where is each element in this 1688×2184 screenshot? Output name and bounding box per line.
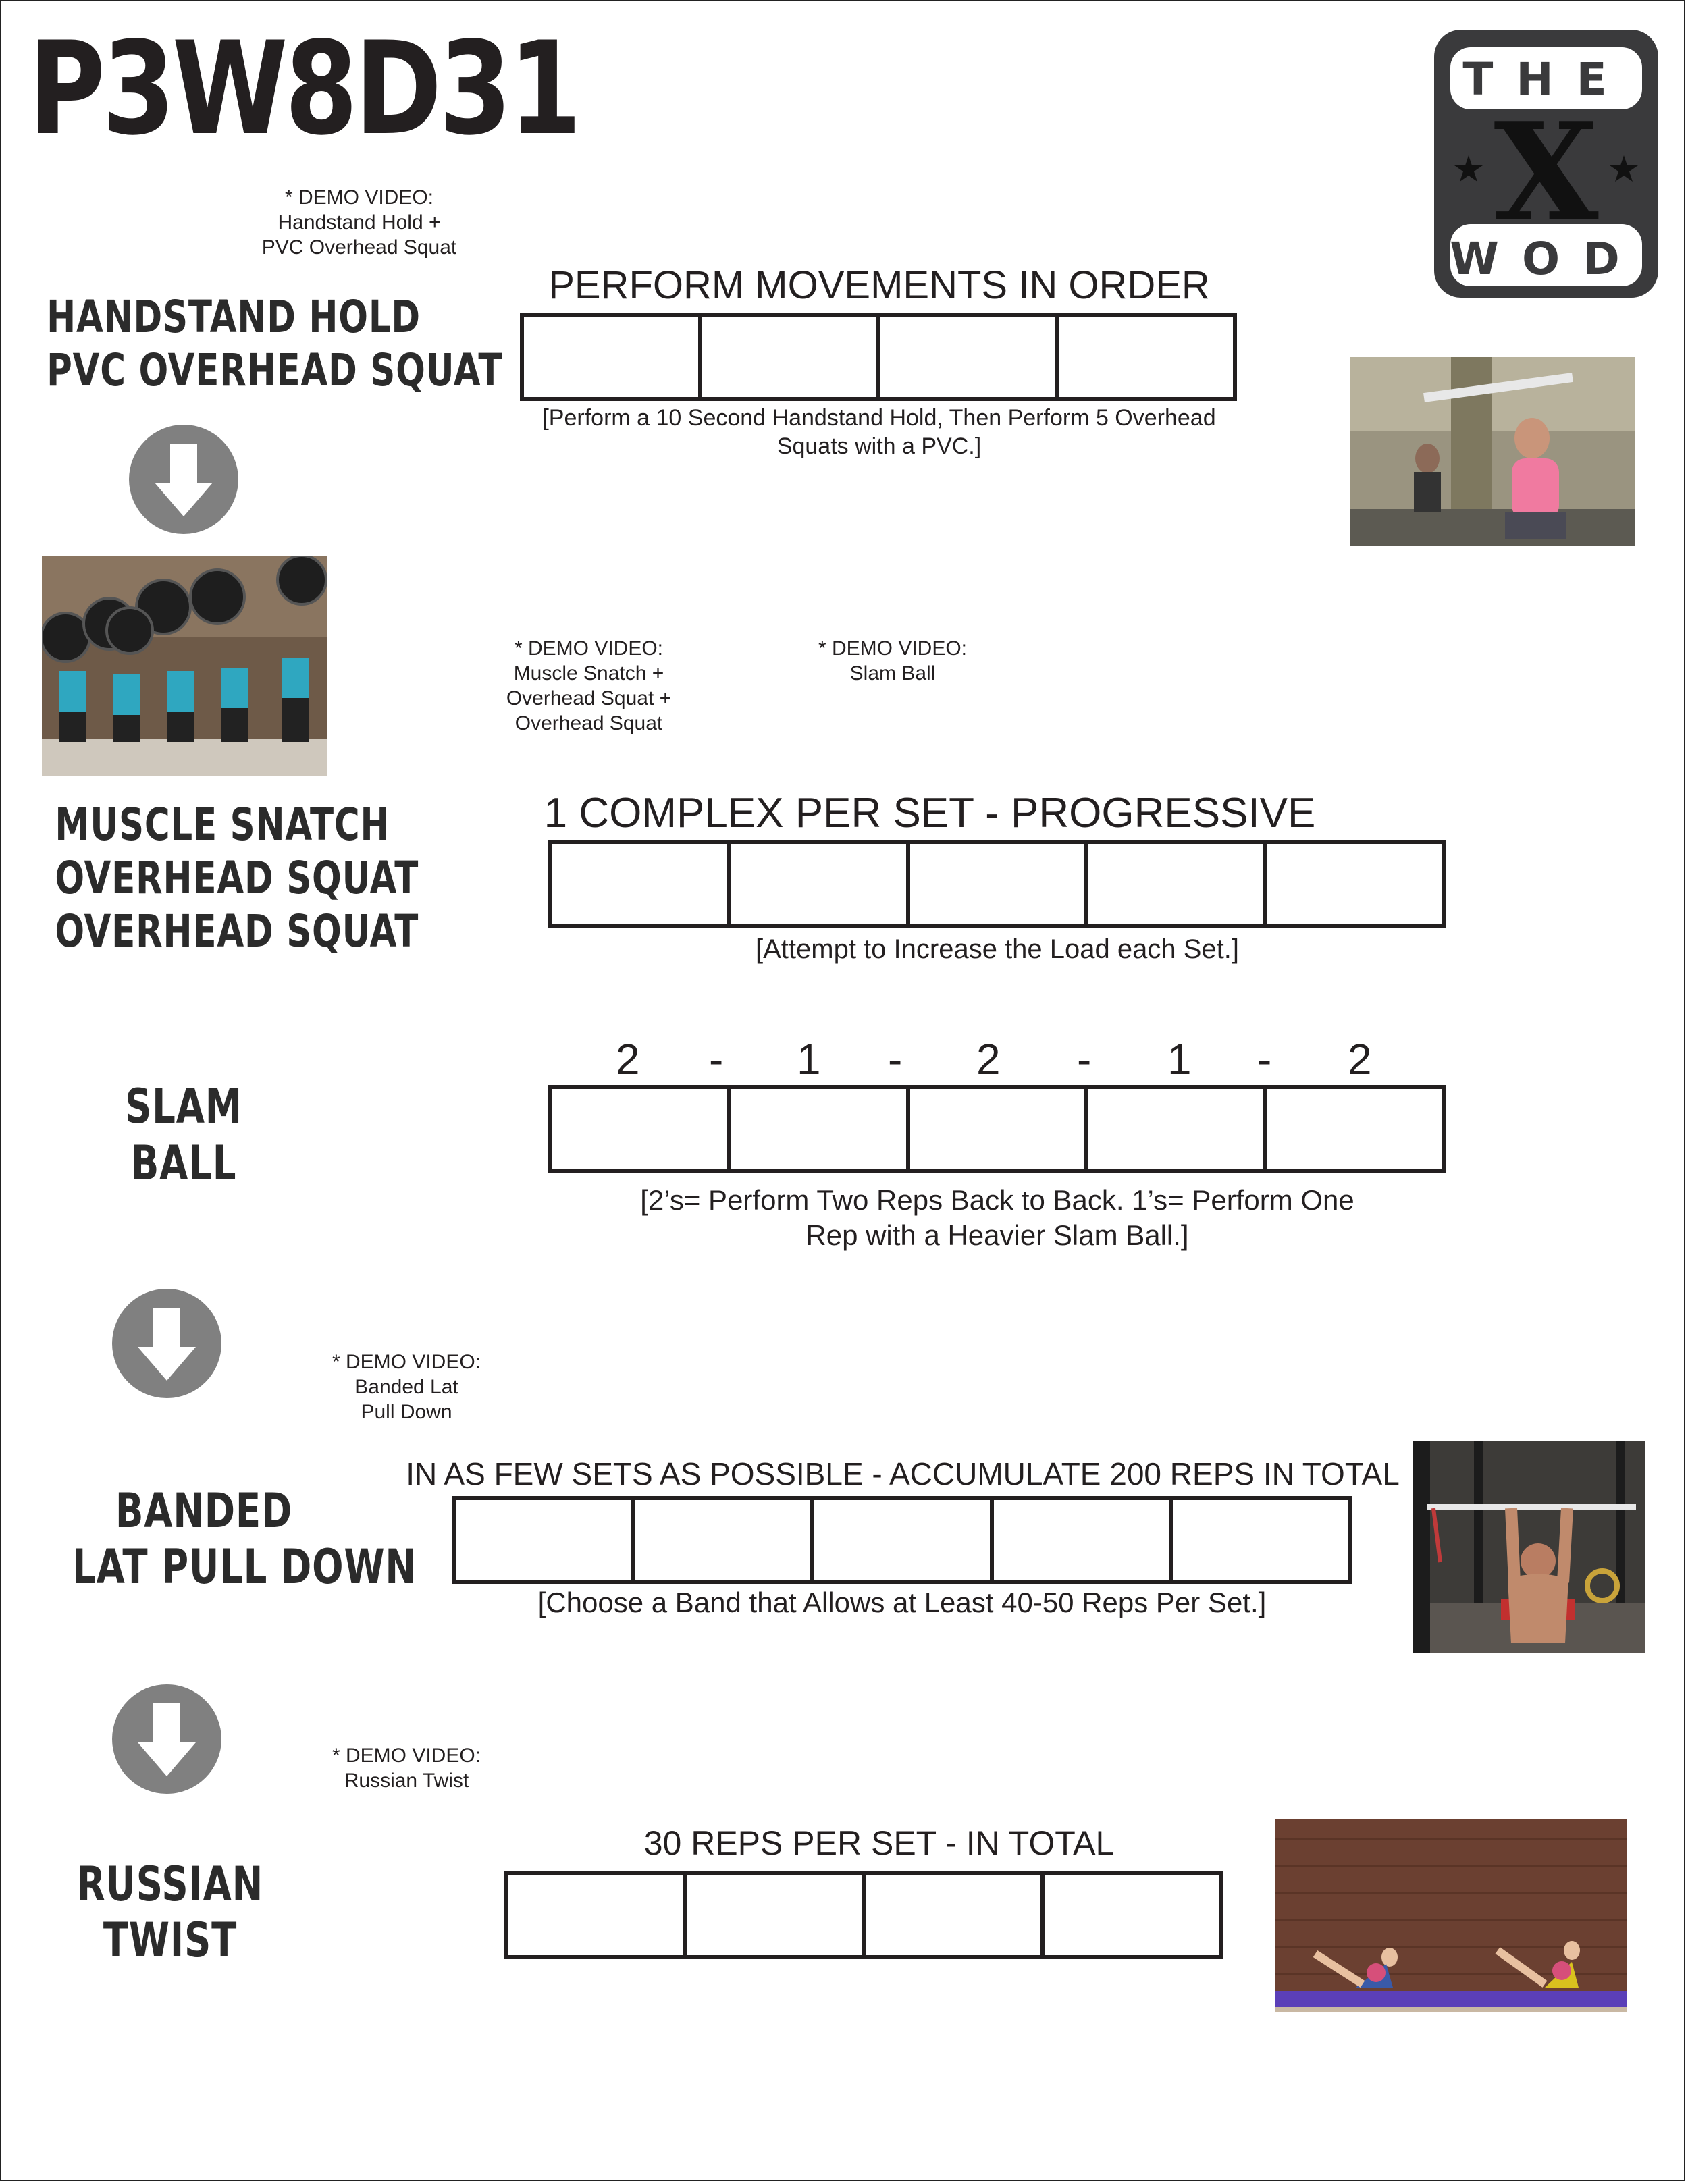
- section-heading: 1 COMPLEX PER SET - PROGRESSIVE: [544, 790, 1316, 836]
- logo-text-wod: WOD: [1450, 233, 1643, 285]
- logo-text-the: THE: [1462, 53, 1630, 105]
- set-box[interactable]: [910, 1089, 1089, 1169]
- set-boxes[interactable]: [452, 1496, 1352, 1584]
- rep-separator: -: [709, 1035, 724, 1084]
- section-heading: PERFORM MOVEMENTS IN ORDER: [548, 263, 1210, 307]
- set-box[interactable]: [731, 844, 910, 924]
- set-boxes[interactable]: [504, 1871, 1223, 1959]
- arrow-down-icon: [129, 425, 238, 534]
- set-box[interactable]: [456, 1500, 635, 1580]
- set-box[interactable]: [1173, 1500, 1348, 1580]
- set-box[interactable]: [687, 1875, 866, 1955]
- demo-video-russian-twist[interactable]: * DEMO VIDEO: Russian Twist: [332, 1744, 481, 1792]
- arrow-down-icon: [112, 1289, 221, 1398]
- set-box[interactable]: [1267, 844, 1442, 924]
- rep-count: 2: [616, 1035, 640, 1084]
- set-box[interactable]: [1267, 1089, 1442, 1169]
- logo-text-x: X: [1494, 93, 1599, 252]
- demo-video-banded-lat[interactable]: * DEMO VIDEO: Banded Lat Pull Down: [332, 1351, 481, 1423]
- set-box[interactable]: [1088, 1089, 1267, 1169]
- exercise-slam-ball: SLAM BALL: [125, 1079, 242, 1191]
- rep-count: 2: [1348, 1035, 1372, 1084]
- set-box[interactable]: [524, 317, 702, 397]
- set-box[interactable]: [994, 1500, 1173, 1580]
- set-boxes[interactable]: [548, 1085, 1446, 1173]
- section-note: [Choose a Band that Allows at Least 40-50 Reps Per Set.]: [537, 1587, 1267, 1618]
- rep-count: 2: [976, 1035, 1001, 1084]
- rep-separator: -: [1077, 1035, 1092, 1084]
- banded-lat-pull-down-photo: [1413, 1441, 1645, 1653]
- set-box[interactable]: [880, 317, 1059, 397]
- set-boxes[interactable]: [548, 840, 1446, 928]
- rep-count: 1: [1167, 1035, 1192, 1084]
- rep-scheme: [548, 1034, 1446, 1082]
- section-heading: IN AS FEW SETS AS POSSIBLE - ACCUMULATE 200 REPS IN TOTAL: [406, 1456, 1400, 1491]
- exercise-russian-twist: RUSSIAN TWIST: [76, 1857, 264, 1968]
- set-box[interactable]: [508, 1875, 687, 1955]
- exercise-snatch-complex: MUSCLE SNATCH OVERHEAD SQUAT OVERHEAD SQUAT: [55, 799, 419, 958]
- rep-separator: -: [1257, 1035, 1272, 1084]
- muscle-snatch-photo: [42, 556, 327, 776]
- russian-twist-photo: [1275, 1819, 1627, 2012]
- section-note: [Attempt to Increase the Load each Set.]: [756, 934, 1239, 964]
- set-box[interactable]: [1059, 317, 1233, 397]
- the-x-wod-logo: [1431, 27, 1661, 300]
- demo-video-slam-ball[interactable]: * DEMO VIDEO: Slam Ball: [818, 637, 968, 685]
- set-box[interactable]: [552, 1089, 731, 1169]
- set-box[interactable]: [702, 317, 880, 397]
- set-box[interactable]: [635, 1500, 814, 1580]
- set-box[interactable]: [910, 844, 1089, 924]
- rep-count: 1: [797, 1035, 821, 1084]
- set-box[interactable]: [1045, 1875, 1219, 1955]
- set-box[interactable]: [814, 1500, 993, 1580]
- set-box[interactable]: [1088, 844, 1267, 924]
- section-heading: 30 REPS PER SET - IN TOTAL: [643, 1824, 1115, 1862]
- workout-title: P3W8D31: [28, 14, 579, 163]
- set-box[interactable]: [552, 844, 731, 924]
- demo-video-snatch-complex[interactable]: * DEMO VIDEO: Muscle Snatch + Overhead Squat + Overhead Squat: [506, 637, 672, 735]
- demo-video-handstand-pvc[interactable]: * DEMO VIDEO: Handstand Hold + PVC Overhead Squat: [261, 186, 457, 259]
- section-note: [Perform a 10 Second Handstand Hold, Then Perform 5 Overhead Squats with a PVC.]: [542, 405, 1216, 459]
- set-box[interactable]: [731, 1089, 910, 1169]
- exercise-banded-lat: BANDED LAT PULL DOWN: [72, 1483, 417, 1595]
- rep-separator: -: [888, 1035, 903, 1084]
- overhead-squat-photo: [1350, 357, 1635, 546]
- exercise-handstand-pvc: HANDSTAND HOLD PVC OVERHEAD SQUAT: [47, 291, 503, 397]
- arrow-down-icon: [112, 1684, 221, 1794]
- set-box[interactable]: [866, 1875, 1045, 1955]
- set-boxes[interactable]: [520, 313, 1237, 401]
- section-note: [2’s= Perform Two Reps Back to Back. 1’s= Perform One Rep with a Heavier Slam Ball.]: [640, 1184, 1354, 1251]
